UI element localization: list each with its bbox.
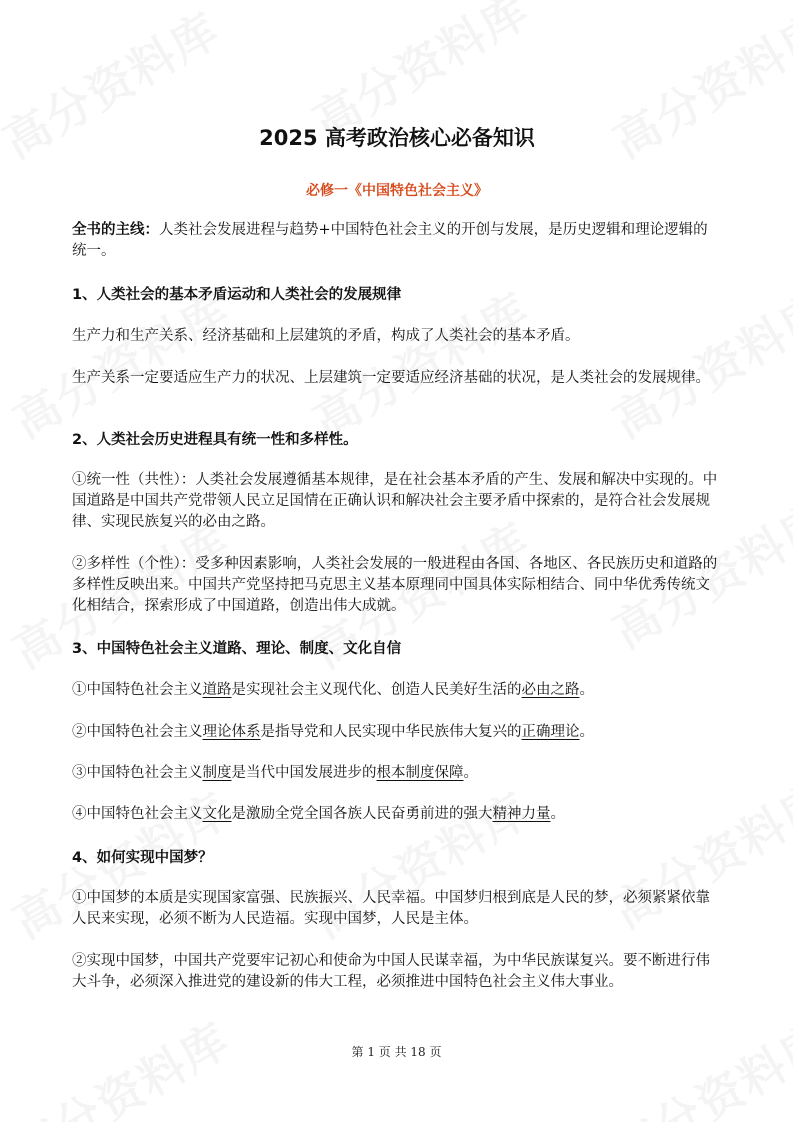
section2-heading: 2、人类社会历史进程具有统一性和多样性。	[72, 432, 358, 448]
underlined-term: 精神力量	[492, 806, 551, 822]
underlined-term: 正确理论	[521, 724, 580, 740]
page-footer: 第 1 页 共 18 页	[351, 1045, 442, 1059]
item-text: 是激励全党全国各族人民奋勇前进的强大	[231, 806, 493, 822]
item-text: 是指导党和人民实现中华民族伟大复兴的	[260, 724, 522, 740]
item-text: 。	[550, 806, 565, 822]
underlined-term: 理论体系	[202, 724, 261, 740]
item-text: 是当代中国发展进步的	[231, 765, 377, 781]
intro-paragraph	[72, 220, 722, 262]
page-title: 2025 高考政治核心必备知识	[259, 126, 535, 150]
item-text: ①中国特色社会主义	[72, 682, 203, 698]
item-text: ③中国特色社会主义	[72, 765, 203, 781]
item-text: 。	[579, 724, 594, 740]
watermark	[0, 1004, 240, 1122]
section4-paragraph-1: ①中国梦的本质是实现国家富强、民族振兴、人民幸福。中国梦归根到底是人民的梦，必须紧紧依靠人民来实现，必须不断为人民造福。实现中国梦，人民是主体。	[72, 890, 710, 927]
section3-heading: 3、中国特色社会主义道路、理论、制度、文化自信	[72, 641, 402, 657]
underlined-term: 必由之路	[521, 682, 580, 698]
section3-item-3	[72, 763, 722, 784]
watermark	[600, 1004, 793, 1122]
intro-lead: 全书的主线：	[72, 222, 159, 238]
underlined-term: 制度	[202, 765, 232, 781]
page-subtitle: 必修一《中国特色社会主义》	[306, 183, 488, 199]
section4-heading: 4、如何实现中国梦？	[72, 850, 213, 866]
section2-paragraph-1: ①统一性（共性）：人类社会发展遵循基本规律，是在社会基本矛盾的产生、发展和解决中实现的。中国道路是中国共产党带领人民立足国情在正确认识和解决社会主要矛盾中探索的，是符合社会发展规律、实现民族复兴的必由之路。	[72, 472, 718, 530]
section3-item-2	[72, 722, 722, 743]
section1-heading: 1、人类社会的基本矛盾运动和人类社会的发展规律	[72, 287, 402, 303]
underlined-term: 道路	[202, 682, 232, 698]
item-text: 。	[463, 765, 478, 781]
intro-text: 人类社会发展进程与趋势+中国特色社会主义的开创与发展，是历史逻辑和理论逻辑的统一。	[72, 222, 708, 259]
section4-paragraph-2: ②实现中国梦，中国共产党要牢记初心和使命为中国人民谋幸福，为中华民族谋复兴。要不断进行伟大斗争，必须深入推进党的建设新的伟大工程，必须推进中国特色社会主义伟大事业。	[72, 953, 710, 990]
underlined-term: 文化	[202, 806, 232, 822]
section1-paragraph-1: 生产力和生产关系、经济基础和上层建筑的矛盾，构成了人类社会的基本矛盾。	[72, 328, 580, 344]
item-text: 是实现社会主义现代化、创造人民美好生活的	[231, 682, 522, 698]
underlined-term: 根本制度保障	[376, 765, 464, 781]
item-text: ②中国特色社会主义	[72, 724, 203, 740]
section3-item-1	[72, 680, 722, 701]
section3-item-4	[72, 804, 722, 825]
section1-paragraph-2: 生产关系一定要适应生产力的状况、上层建筑一定要适应经济基础的状况，是人类社会的发展规律。	[72, 370, 710, 386]
item-text: ④中国特色社会主义	[72, 806, 203, 822]
section2-paragraph-2: ②多样性（个性）：受多种因素影响，人类社会发展的一般进程由各国、各地区、各民族历史和道路的多样性反映出来。中国共产党坚持把马克思主义基本原理同中国具体实际相结合、同中华优秀传统文化相结合，探索形成了中国道路，创造出伟大成就。	[72, 556, 718, 614]
item-text: 。	[579, 682, 594, 698]
